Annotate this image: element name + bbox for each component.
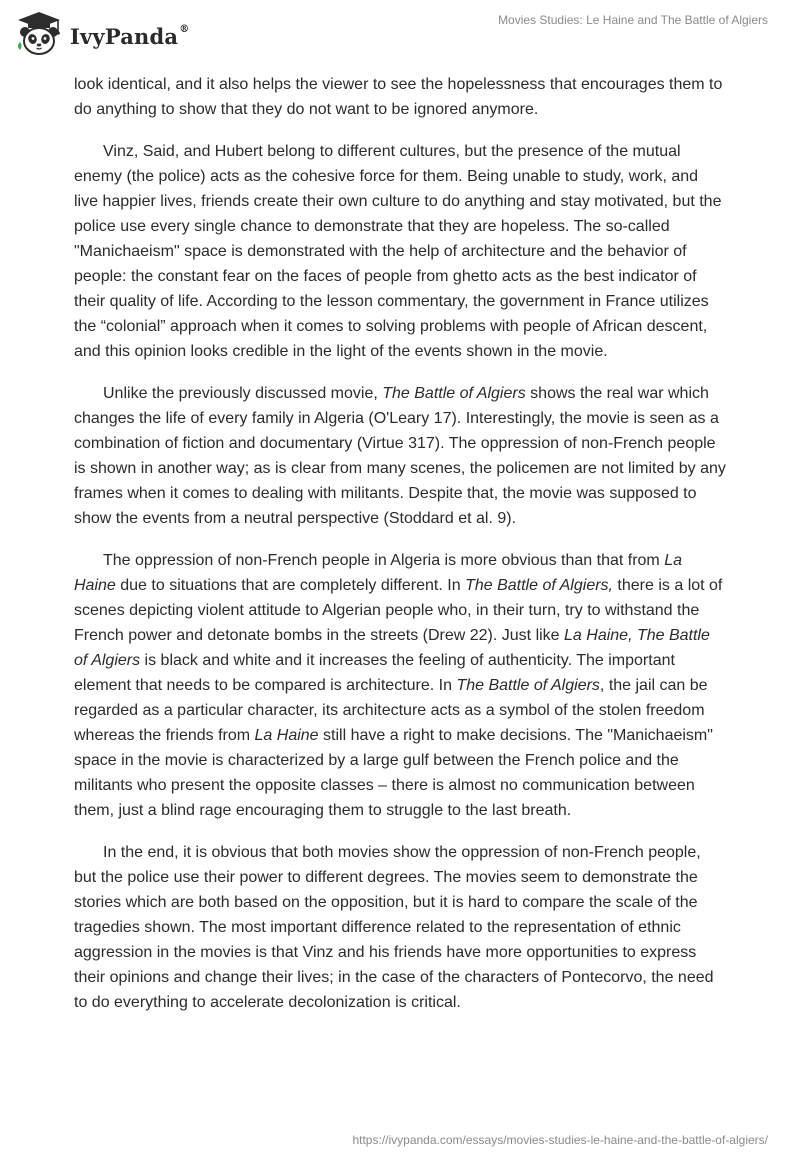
- paragraph-text: Vinz, Said, and Hubert belong to different cultures, but the presence of the mutual enemy (the police) acts as the cohesive force for them. Being unable to study, work, and live happier lives, friends create their own culture to do anything and stay motivated, but the police use every single chance to demonstrate that they are hopeless. The so-called "Manichaeism" space is demonstrated with the help of architecture and the behavior of people: the constant fear on the faces of people from ghetto acts as the best indicator of their quality of life. According to the lesson commentary, the government in France utilizes the “colonial” approach when it comes to solving problems with people of African descent, and this opinion looks credible in the light of the events shown in the movie.: [74, 143, 722, 360]
- paragraph-text: In the end, it is obvious that both movies show the oppression of non-French people, but the police use their power to different degrees. The movies seem to demonstrate the stories which are both based on the opposition, but it is hard to compare the scale of the tragedies shown. The most important difference related to the representation of ethnic aggression in the movies is that Vinz and his friends have more opportunities to express their opinions and change their lives; in the case of the characters of Pontecorvo, the need to do everything to accelerate decolonization is critical.: [74, 844, 714, 1011]
- essay-body: [74, 72, 726, 1032]
- paragraph-text: shows the real war which changes the life of every family in Algeria (O'Leary 17). Interestingly, the movie is seen as a combination of fiction and documentary (Virtue 317). The oppression of non-French people is shown in another way; as is clear from many scenes, the policemen are not limited by any frames when it comes to dealing with militants. Despite that, the movie was supposed to show the events from a neutral perspective (Stoddard et al. 9).: [74, 385, 726, 527]
- italic-title-text: The Battle of Algiers,: [465, 577, 613, 594]
- paragraph-text: is black and white and it increases the feeling of authenticity. The important element that needs to be compared is architecture. In: [74, 652, 675, 694]
- ivypanda-logo[interactable]: [14, 8, 189, 58]
- paragraph-text: due to situations that are completely different. In: [115, 577, 466, 594]
- paragraph-text: still have a right to make decisions. The "Manichaeism" space in the movie is characterized by a large gulf between the French police and the militants who present the opposite classes – there is almost no communication between them, just a blind rage encouraging them to struggle to the last breath.: [74, 727, 713, 819]
- paragraph-text: Unlike the previously discussed movie,: [103, 385, 383, 402]
- paragraph: [74, 548, 726, 823]
- paragraph-text: The oppression of non-French people in Algeria is more obvious than that from: [103, 552, 665, 569]
- italic-title-text: La Haine: [74, 552, 682, 594]
- document-title: Movies Studies: Le Haine and The Battle of Algiers: [498, 13, 768, 27]
- paragraph: [74, 139, 726, 364]
- page-header: [0, 0, 800, 64]
- italic-title-text: La Haine, The Battle of Algiers: [74, 627, 710, 669]
- italic-title-text: La Haine: [254, 727, 319, 744]
- panda-graduate-icon: [14, 10, 64, 56]
- source-url[interactable]: https://ivypanda.com/essays/movies-studies-le-haine-and-the-battle-of-algiers/: [352, 1133, 768, 1147]
- paragraph: [74, 840, 726, 1015]
- paragraph-text: look identical, and it also helps the viewer to see the hopelessness that encourages them to do anything to show that they do not want to be ignored anymore.: [74, 76, 723, 118]
- paragraph-text: , the jail can be regarded as a particular character, its architecture acts as a symbol of the stolen freedom whereas the friends from: [74, 677, 708, 744]
- logo-wordmark: IvyPanda®: [70, 23, 190, 49]
- paragraph: [74, 381, 726, 531]
- paragraph: [74, 72, 726, 122]
- italic-title-text: The Battle of Algiers: [456, 677, 600, 694]
- paragraph-text: there is a lot of scenes depicting violent attitude to Algerian people who, in their turn, try to withstand the French power and detonate bombs in the streets (Drew 22). Just like: [74, 577, 723, 644]
- italic-title-text: The Battle of Algiers: [382, 385, 526, 402]
